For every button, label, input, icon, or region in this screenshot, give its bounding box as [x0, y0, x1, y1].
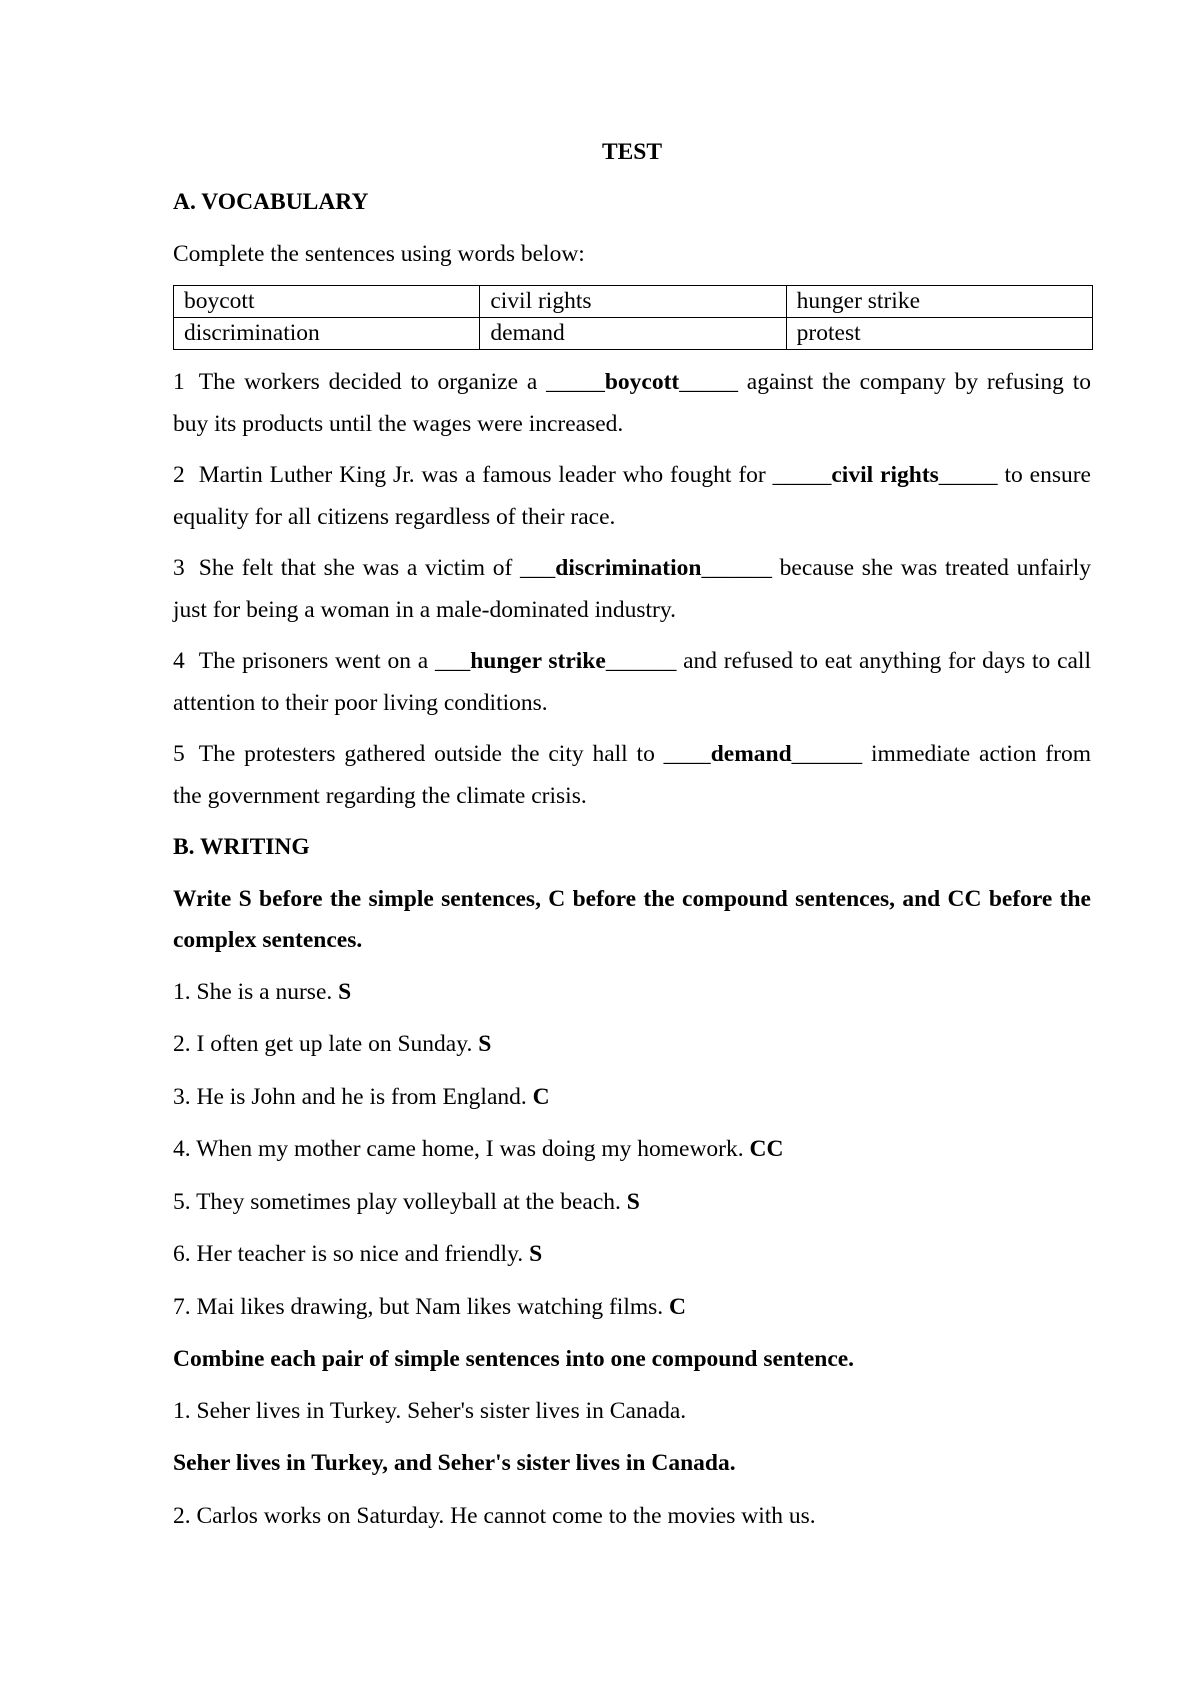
vocab-question-4 [173, 641, 1091, 724]
page-title: TEST [601, 139, 663, 165]
question-text-after: _____ to ensure equality for all citizens regardless of their race. [173, 462, 1091, 530]
sentence-answer: C [669, 1293, 687, 1320]
question-text-before: The prisoners went on a ___ [198, 648, 471, 674]
question-text-after: _____ against the company by refusing to buy its products until the wages were increased. [173, 369, 1091, 437]
sentence-answer: S [478, 1031, 492, 1057]
list-item [173, 1024, 1091, 1066]
question-number: 5 [173, 741, 185, 767]
combine-prompt-2: 2. Carlos works on Saturday. He cannot come to the movies with us. [173, 1502, 816, 1529]
table-row [174, 286, 1093, 318]
table-row [174, 318, 1093, 350]
word-cell: protest [786, 318, 1092, 350]
question-answer: demand [710, 741, 792, 767]
list-item [173, 972, 1091, 1014]
list-item [173, 1077, 1091, 1119]
word-bank-table [173, 285, 1093, 350]
question-text-before: The workers decided to organize a _____ [198, 369, 605, 395]
sentence-text: 2. I often get up late on Sunday. [173, 1031, 473, 1057]
vocab-question-5 [173, 734, 1091, 817]
sentence-answer: S [626, 1188, 640, 1215]
vocab-question-2 [173, 455, 1091, 538]
word-cell: hunger strike [786, 286, 1092, 318]
section-b-instruction-1: Write S before the simple sentences, C before the compound sentences, and CC before the complex sentences. [173, 885, 1091, 953]
question-answer: discrimination [555, 555, 702, 581]
list-item [173, 1234, 1091, 1276]
combine-answer-1: Seher lives in Turkey, and Seher's sister lives in Canada. [173, 1450, 736, 1476]
combine-prompt-1: 1. Seher lives in Turkey. Seher's sister lives in Canada. [173, 1397, 687, 1424]
word-cell: civil rights [480, 286, 786, 318]
sentence-answer: S [338, 978, 352, 1005]
question-text-before: The protesters gathered outside the city hall to ____ [198, 741, 711, 767]
sentence-text: 6. Her teacher is so nice and friendly. [173, 1241, 524, 1267]
section-a-instruction: Complete the sentences using words below: [173, 240, 585, 267]
question-text-after: ______ and refused to eat anything for days to call attention to their poor living conditions. [173, 648, 1091, 716]
question-answer: hunger strike [470, 648, 606, 674]
list-item [173, 1129, 1091, 1171]
question-number: 1 [173, 369, 185, 395]
sentence-text: 1. She is a nurse. [173, 978, 333, 1005]
question-text-after: ______ immediate action from the government regarding the climate crisis. [173, 741, 1091, 809]
question-answer: civil rights [831, 462, 939, 488]
vocab-question-3 [173, 548, 1091, 631]
sentence-text: 5. They sometimes play volleyball at the beach. [173, 1188, 621, 1215]
sentence-text: 7. Mai likes drawing, but Nam likes watching films. [173, 1293, 664, 1320]
question-number: 3 [173, 555, 185, 581]
sentence-answer: CC [749, 1136, 784, 1162]
word-cell: boycott [174, 286, 480, 318]
sentence-answer: S [529, 1241, 543, 1267]
question-number: 4 [173, 648, 185, 674]
vocab-question-1 [173, 362, 1091, 445]
section-b-heading: B. WRITING [173, 834, 310, 860]
question-text-before: Martin Luther King Jr. was a famous leader who fought for _____ [198, 462, 832, 488]
list-item [173, 1182, 1091, 1224]
list-item [173, 1287, 1091, 1329]
question-text-before: She felt that she was a victim of ___ [198, 555, 556, 581]
question-text-after: ______ because she was treated unfairly just for being a woman in a male-dominated industry. [173, 555, 1091, 623]
section-b-instruction-2: Combine each pair of simple sentences into one compound sentence. [173, 1346, 855, 1372]
sentence-answer: C [532, 1083, 550, 1110]
question-answer: boycott [604, 369, 680, 395]
section-a-heading: A. VOCABULARY [173, 189, 369, 215]
sentence-text: 4. When my mother came home, I was doing my homework. [173, 1136, 744, 1162]
question-number: 2 [173, 462, 185, 488]
worksheet-page [173, 132, 1091, 1548]
word-cell: discrimination [174, 318, 480, 350]
word-cell: demand [480, 318, 786, 350]
sentence-text: 3. He is John and he is from England. [173, 1083, 527, 1110]
